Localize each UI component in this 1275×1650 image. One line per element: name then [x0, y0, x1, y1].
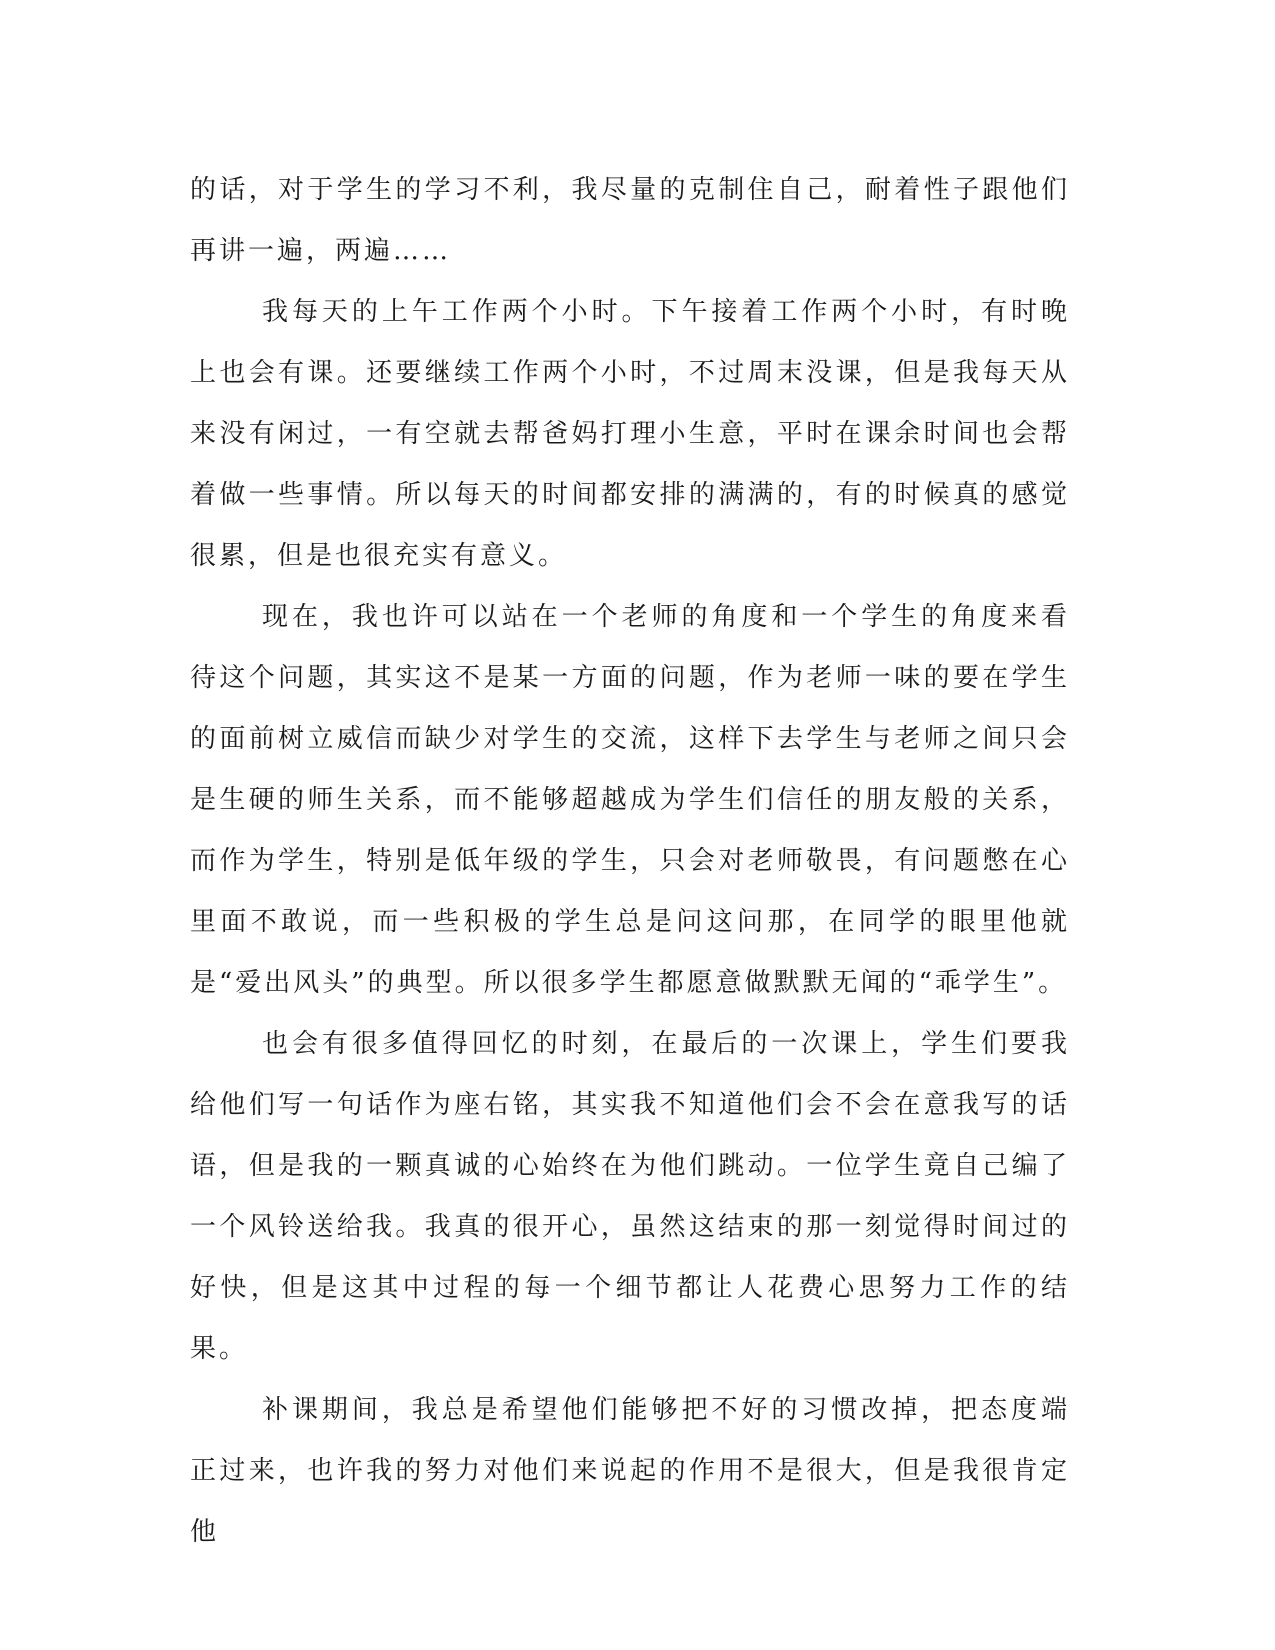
paragraph-1: 的话，对于学生的学习不利，我尽量的克制住自己，耐着性子跟他们再讲一遍，两遍……	[190, 175, 1070, 266]
paragraph-2: 我每天的上午工作两个小时。下午接着工作两个小时，有时晚上也会有课。还要继续工作两个小时，不过周末没课，但是我每天从来没有闲过，一有空就去帮爸妈打理小生意，平时在课余时间也会帮着做一些事情。所以每天的时间都安排的满满的，有的时候真的感觉很累，但是也很充实有意义。	[190, 297, 1070, 571]
document-body	[190, 160, 1070, 1563]
paragraph-5: 补课期间，我总是希望他们能够把不好的习惯改掉，把态度端正过来，也许我的努力对他们来说起的作用不是很大，但是我很肯定他	[190, 1395, 1070, 1547]
paragraph-3: 现在，我也许可以站在一个老师的角度和一个学生的角度来看待这个问题，其实这不是某一方面的问题，作为老师一味的要在学生的面前树立威信而缺少对学生的交流，这样下去学生与老师之间只会是生硬的师生关系，而不能够超越成为学生们信任的朋友般的关系，而作为学生，特别是低年级的学生，只会对老师敬畏，有问题憋在心里面不敢说，而一些积极的学生总是问这问那，在同学的眼里他就是“爱出风头”的典型。所以很多学生都愿意做默默无闻的“乖学生”。	[190, 602, 1070, 998]
paragraph-4: 也会有很多值得回忆的时刻，在最后的一次课上，学生们要我给他们写一句话作为座右铭，其实我不知道他们会不会在意我写的话语，但是我的一颗真诚的心始终在为他们跳动。一位学生竟自己编了一个风铃送给我。我真的很开心，虽然这结束的那一刻觉得时间过的好快，但是这其中过程的每一个细节都让人花费心思努力工作的结果。	[190, 1029, 1070, 1364]
